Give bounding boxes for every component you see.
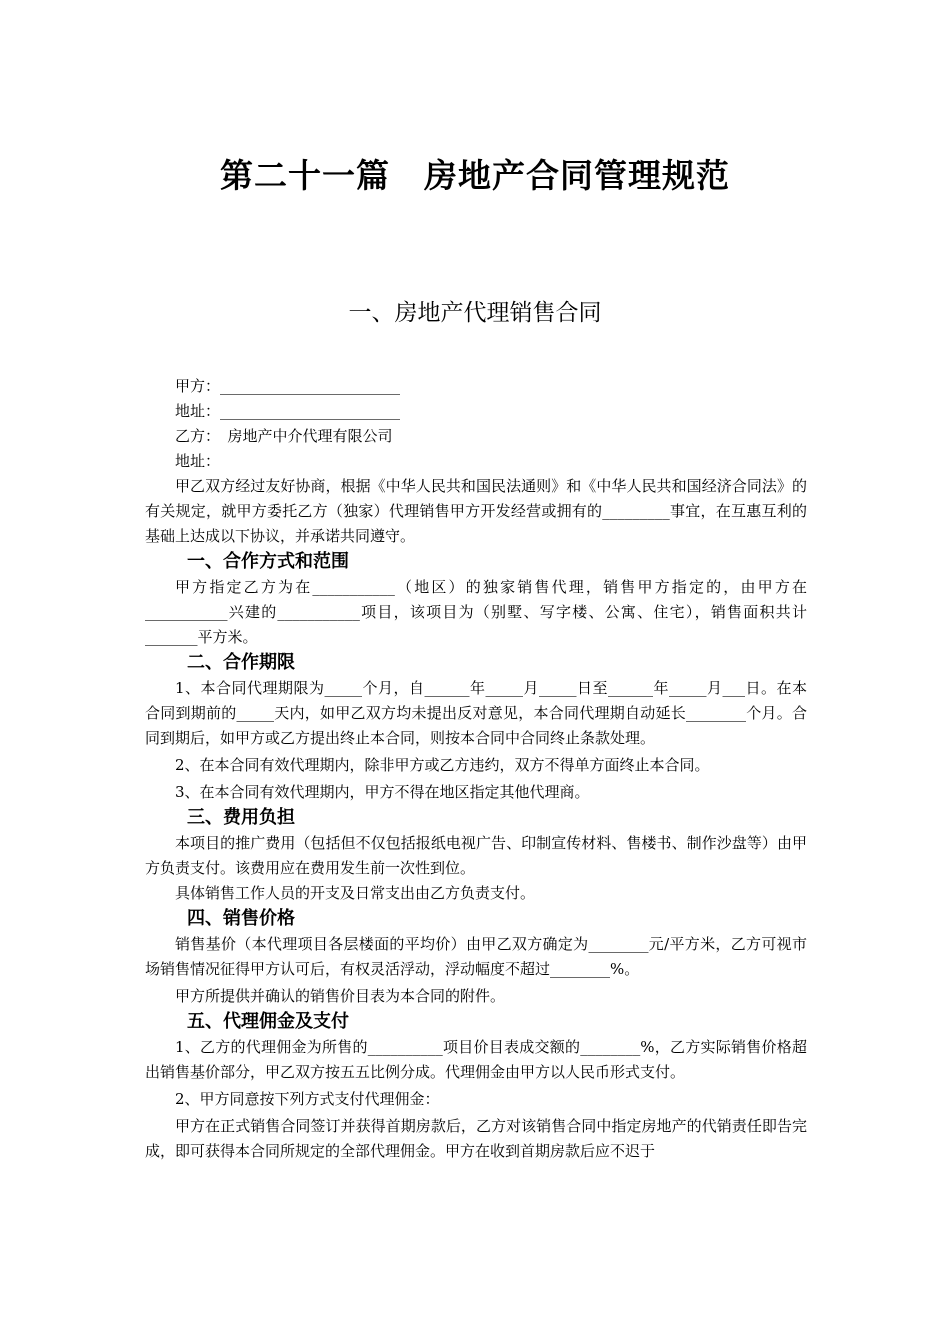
- section-paragraph: 具体销售工作人员的开支及日常支出由乙方负责支付。: [175, 884, 536, 902]
- section-heading-cooperation-scope: 一、合作方式和范围: [187, 551, 349, 572]
- section-paragraph: 销售基价（本代理项目各层楼面的平均价）由甲乙双方确定为________元/平方米，乙方可视市场销售情况征得甲方认可后，有权灵活浮动，浮动幅度不超过________%。: [145, 935, 807, 978]
- section-paragraph: 1、本合同代理期限为_____个月，自______年_____月_____日至______年_____月___日。在本合同到期前的_____天内，如甲乙双方均未提出反对意见，本合同代理期自动延长________个月。合同到期后，如甲方或乙方提出终止本合同，则按本合同中合同终止条款处理。: [145, 679, 807, 747]
- section-paragraph: 2、在本合同有效代理期内，除非甲方或乙方违约，双方不得单方面终止本合同。: [175, 756, 710, 774]
- section-heading-cooperation-term: 二、合作期限: [187, 652, 295, 673]
- section-paragraph: 甲方指定乙方为在___________（地区）的独家销售代理，销售甲方指定的，由甲方在___________兴建的___________项目，该项目为（别墅、写字楼、公寓、住宅），销售面积共计_______平方米。: [145, 578, 807, 646]
- party-b-field: 乙方： 房地产中介代理有限公司: [175, 427, 393, 445]
- section-paragraph: 3、在本合同有效代理期内，甲方不得在地区指定其他代理商。: [175, 783, 590, 801]
- section-paragraph: 2、甲方同意按下列方式支付代理佣金：: [175, 1090, 440, 1108]
- party-b-address-field: 地址：: [175, 452, 221, 470]
- document-title: 第二十一篇 房地产合同管理规范: [220, 156, 730, 195]
- section-paragraph: 1、乙方的代理佣金为所售的__________项目价目表成交额的________%，乙方实际销售价格超出销售基价部分，甲乙双方按五五比例分成。代理佣金由甲方以人民币形式支付。: [145, 1038, 807, 1081]
- intro-paragraph: 甲乙双方经过友好协商，根据《中华人民共和国民法通则》和《中华人民共和国经济合同法》的有关规定，就甲方委托乙方（独家）代理销售甲方开发经营或拥有的_________事宜，在互惠互利的基础上达成以下协议，并承诺共同遵守。: [145, 477, 807, 545]
- section-heading-expenses: 三、费用负担: [187, 807, 295, 828]
- section-paragraph: 本项目的推广费用（包括但不仅包括报纸电视广告、印制宣传材料、售楼书、制作沙盘等）由甲方负责支付。该费用应在费用发生前一次性到位。: [145, 834, 807, 877]
- section-paragraph: 甲方在正式销售合同签订并获得首期房款后，乙方对该销售合同中指定房地产的代销责任即告完成，即可获得本合同所规定的全部代理佣金。甲方在收到首期房款后应不迟于: [145, 1117, 807, 1160]
- contract-title: 一、房地产代理销售合同: [348, 300, 602, 326]
- section-paragraph: 甲方所提供并确认的销售价目表为本合同的附件。: [175, 987, 506, 1005]
- party-a-field: 甲方：________________________: [175, 377, 401, 395]
- party-a-address-field: 地址：________________________: [175, 402, 401, 420]
- section-heading-commission: 五、代理佣金及支付: [187, 1011, 349, 1032]
- contract-body: [145, 374, 807, 1164]
- section-heading-sales-price: 四、销售价格: [187, 908, 295, 929]
